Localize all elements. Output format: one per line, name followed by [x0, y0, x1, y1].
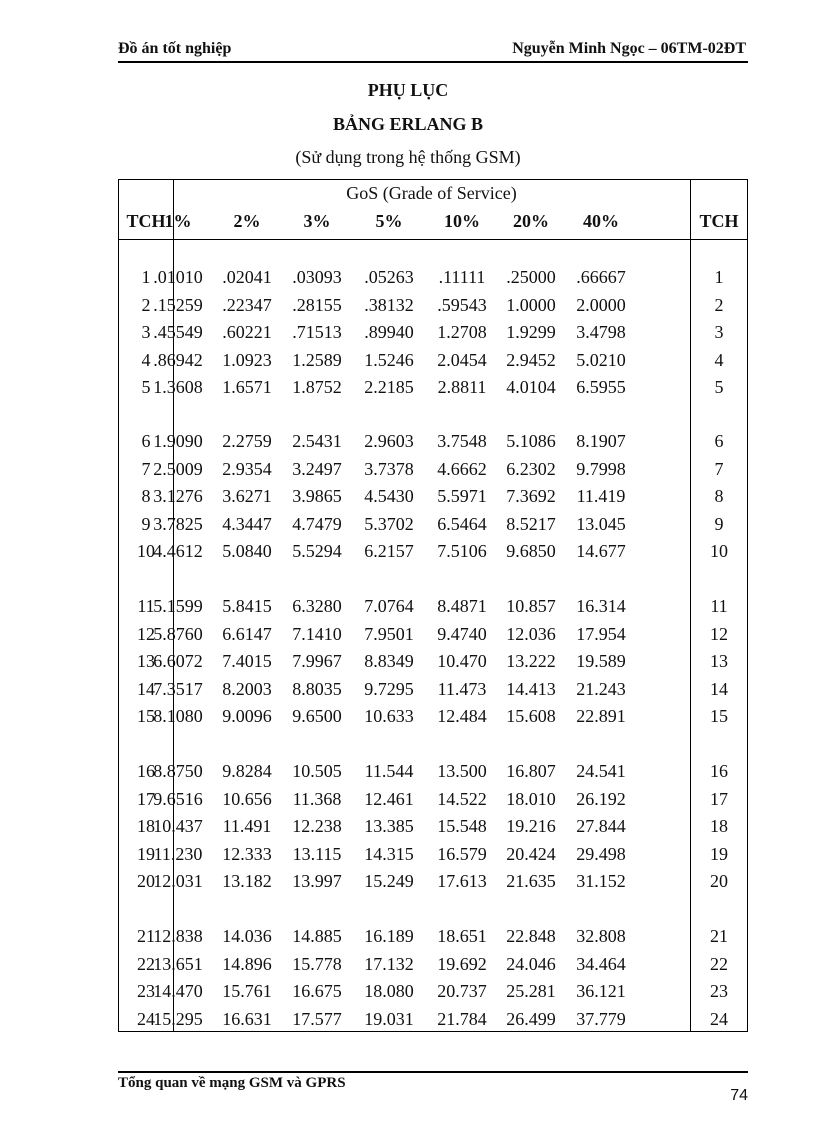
erlang-value: 26.192 — [576, 788, 626, 809]
erlang-value: 6.5955 — [576, 377, 626, 397]
erlang-value: 18.080 — [364, 981, 414, 1001]
erlang-value: 4.6662 — [437, 458, 487, 479]
erlang-value: 1.9299 — [506, 322, 556, 342]
erlang-value: 9.7295 — [364, 678, 414, 699]
tch-value-left: 6 — [141, 431, 151, 451]
tch-value-left: 3 — [141, 322, 151, 342]
erlang-value: 2.0454 — [437, 349, 487, 370]
tch-value-right: 2 — [714, 294, 724, 315]
erlang-value: 25.281 — [506, 981, 556, 1001]
tch-value-left: 21 — [137, 926, 155, 946]
erlang-value: 18.010 — [506, 788, 556, 809]
erlang-value: .60221 — [222, 322, 272, 342]
header-right: Nguyễn Minh Ngọc – 06TM-02ĐT — [512, 40, 746, 57]
tch-value-right: 19 — [710, 843, 728, 864]
erlang-value: 37.779 — [576, 1008, 626, 1029]
erlang-value: 27.844 — [576, 816, 626, 836]
erlang-value: 4.5430 — [364, 486, 414, 506]
gos-column-header: 20% — [513, 211, 549, 231]
erlang-value: 5.0210 — [576, 349, 626, 370]
erlang-value: 7.5106 — [437, 541, 487, 561]
tch-value-right: 3 — [714, 322, 724, 342]
erlang-value: 2.2759 — [222, 431, 272, 451]
erlang-value: 12.036 — [506, 623, 556, 644]
table-subtitle: (Sử dụng trong hệ thống GSM) — [295, 147, 521, 167]
tch-value-right: 10 — [710, 541, 728, 561]
header-divider — [119, 239, 747, 240]
erlang-value: 11.230 — [153, 843, 203, 864]
erlang-value: 5.3702 — [364, 513, 414, 534]
erlang-value: 5.1599 — [153, 596, 203, 616]
erlang-value: 1.9090 — [153, 431, 203, 451]
erlang-value: .22347 — [222, 294, 272, 315]
erlang-value: 2.5009 — [153, 458, 203, 479]
erlang-value: 7.9967 — [292, 651, 342, 671]
tch-value-right: 9 — [714, 513, 724, 534]
tch-value-right: 17 — [710, 788, 728, 809]
erlang-value: 13.997 — [292, 871, 342, 891]
erlang-value: 19.589 — [576, 651, 626, 671]
erlang-value: 16.189 — [364, 926, 414, 946]
erlang-value: 14.470 — [153, 981, 203, 1001]
erlang-value: 19.031 — [364, 1008, 414, 1029]
erlang-value: 3.1276 — [153, 486, 203, 506]
erlang-value: 2.5431 — [292, 431, 342, 451]
tch-value-left: 13 — [137, 651, 155, 671]
erlang-value: 6.2157 — [364, 541, 414, 561]
gos-column-header: 40% — [583, 211, 619, 231]
erlang-value: 17.132 — [364, 953, 414, 974]
tch-value-left: 7 — [141, 458, 151, 479]
erlang-value: 15.608 — [506, 706, 556, 726]
erlang-value: 13.182 — [222, 871, 272, 891]
erlang-value: 34.464 — [576, 953, 626, 974]
footer-text: Tổng quan về mạng GSM và GPRS — [118, 1075, 346, 1091]
gos-column-header: 5% — [375, 211, 403, 231]
erlang-value: 1.8752 — [292, 377, 342, 397]
erlang-value: 4.4612 — [153, 541, 203, 561]
tch-value-left: 22 — [137, 953, 155, 974]
erlang-value: 9.4740 — [437, 623, 487, 644]
erlang-value: 1.2589 — [292, 349, 342, 370]
gos-column-header: 2% — [233, 211, 261, 231]
erlang-value: 3.4798 — [576, 322, 626, 342]
tch-header-left: TCH — [126, 211, 166, 231]
page-title: PHỤ LỤC — [367, 80, 449, 100]
erlang-value: .01010 — [153, 267, 203, 287]
erlang-value: 13.385 — [364, 816, 414, 836]
tch-value-left: 9 — [141, 513, 151, 534]
erlang-value: 13.651 — [153, 953, 203, 974]
erlang-value: 10.633 — [364, 706, 414, 726]
erlang-value: 7.3692 — [506, 486, 556, 506]
erlang-value: 16.631 — [222, 1008, 272, 1029]
erlang-value: 12.461 — [364, 788, 414, 809]
erlang-value: .71513 — [292, 322, 342, 342]
erlang-value: 9.7998 — [576, 458, 626, 479]
erlang-value: 4.0104 — [506, 377, 556, 397]
erlang-value: 7.4015 — [222, 651, 272, 671]
tch-value-left: 2 — [141, 294, 151, 315]
erlang-value: 4.7479 — [292, 513, 342, 534]
erlang-value: 1.6571 — [222, 377, 272, 397]
erlang-value: .05263 — [364, 267, 414, 287]
erlang-value: 19.216 — [506, 816, 556, 836]
erlang-value: 3.6271 — [222, 486, 272, 506]
erlang-value: 22.891 — [576, 706, 626, 726]
tch-value-left: 15 — [137, 706, 155, 726]
erlang-value: 14.522 — [437, 788, 487, 809]
erlang-value: 11.473 — [437, 678, 487, 699]
erlang-value: 19.692 — [437, 953, 487, 974]
erlang-value: 6.5464 — [437, 513, 487, 534]
tch-value-left: 11 — [137, 596, 155, 616]
erlang-value: .45549 — [153, 322, 203, 342]
erlang-value: 15.295 — [153, 1008, 203, 1029]
erlang-value: 5.8415 — [222, 596, 272, 616]
erlang-value: 9.6850 — [506, 541, 556, 561]
erlang-value: 12.333 — [222, 843, 272, 864]
erlang-value: 13.115 — [292, 843, 342, 864]
erlang-value: 7.1410 — [292, 623, 342, 644]
erlang-value: .86942 — [153, 349, 203, 370]
gos-column-header: 10% — [444, 211, 480, 231]
erlang-value: 12.031 — [153, 871, 203, 891]
erlang-value: 11.368 — [292, 788, 342, 809]
erlang-value: 24.046 — [506, 953, 556, 974]
erlang-value: 17.577 — [292, 1008, 342, 1029]
erlang-value: 2.0000 — [576, 294, 626, 315]
tch-value-right: 23 — [710, 981, 728, 1001]
erlang-value: 8.1907 — [576, 431, 626, 451]
erlang-value: 5.1086 — [506, 431, 556, 451]
tch-value-right: 12 — [710, 623, 728, 644]
tch-value-left: 24 — [137, 1008, 155, 1029]
tch-value-left: 4 — [141, 349, 151, 370]
tch-value-left: 12 — [137, 623, 155, 644]
tch-header-right: TCH — [699, 211, 739, 231]
erlang-value: 1.0923 — [222, 349, 272, 370]
erlang-value: 14.036 — [222, 926, 272, 946]
erlang-value: .02041 — [222, 267, 272, 287]
erlang-value: 5.8760 — [153, 623, 203, 644]
page-header — [118, 40, 746, 62]
erlang-value: 4.3447 — [222, 513, 272, 534]
erlang-value: 16.314 — [576, 596, 626, 616]
tch-value-right: 24 — [710, 1008, 728, 1029]
erlang-b-table — [118, 179, 748, 1032]
erlang-value: 3.7825 — [153, 513, 203, 534]
erlang-value: .15259 — [153, 294, 203, 315]
tch-value-right: 18 — [710, 816, 728, 836]
erlang-value: 6.6147 — [222, 623, 272, 644]
tch-value-right: 4 — [714, 349, 724, 370]
erlang-value: 8.2003 — [222, 678, 272, 699]
tch-value-left: 14 — [137, 678, 155, 699]
tch-value-left: 5 — [141, 377, 151, 397]
tch-value-left: 23 — [137, 981, 155, 1001]
erlang-value: 1.5246 — [364, 349, 414, 370]
tch-value-right: 14 — [710, 678, 728, 699]
tch-value-right: 15 — [710, 706, 728, 726]
tch-value-right: 13 — [710, 651, 728, 671]
erlang-value: 5.0840 — [222, 541, 272, 561]
tch-value-right: 7 — [714, 458, 724, 479]
erlang-value: 7.3517 — [153, 678, 203, 699]
erlang-value: 20.737 — [437, 981, 487, 1001]
erlang-value: 13.222 — [506, 651, 556, 671]
erlang-value: 8.8035 — [292, 678, 342, 699]
erlang-value: 8.8750 — [153, 761, 203, 781]
erlang-value: 14.885 — [292, 926, 342, 946]
erlang-value: 7.9501 — [364, 623, 414, 644]
erlang-value: 11.491 — [222, 816, 272, 836]
erlang-value: .25000 — [506, 267, 556, 287]
erlang-value: 2.9603 — [364, 431, 414, 451]
erlang-value: 21.635 — [506, 871, 556, 891]
erlang-value: 29.498 — [576, 843, 626, 864]
erlang-value: 17.613 — [437, 871, 487, 891]
erlang-value: 10.505 — [292, 761, 342, 781]
erlang-value: 9.6516 — [153, 788, 203, 809]
erlang-value: 12.238 — [292, 816, 342, 836]
tch-value-left: 17 — [137, 788, 155, 809]
erlang-value: 11.419 — [576, 486, 626, 506]
gos-column-header: 1% — [164, 211, 192, 231]
erlang-value: 6.3280 — [292, 596, 342, 616]
erlang-value: 3.7548 — [437, 431, 487, 451]
tch-value-left: 10 — [137, 541, 155, 561]
erlang-value: 8.5217 — [506, 513, 556, 534]
erlang-value: 10.857 — [506, 596, 556, 616]
erlang-value: .03093 — [292, 267, 342, 287]
erlang-value: 17.954 — [576, 623, 626, 644]
tch-value-right: 21 — [710, 926, 728, 946]
gos-column-header: 3% — [303, 211, 331, 231]
erlang-value: 8.1080 — [153, 706, 203, 726]
erlang-value: 3.2497 — [292, 458, 342, 479]
erlang-value: 21.784 — [437, 1008, 487, 1029]
erlang-value: 10.437 — [153, 816, 203, 836]
footer-rule — [118, 1071, 748, 1073]
erlang-value: 20.424 — [506, 843, 556, 864]
erlang-value: 21.243 — [576, 678, 626, 699]
erlang-value: 13.500 — [437, 761, 487, 781]
erlang-value: 9.6500 — [292, 706, 342, 726]
erlang-value: 1.3608 — [153, 377, 203, 397]
tch-value-right: 11 — [710, 596, 728, 616]
erlang-value: 2.2185 — [364, 377, 414, 397]
erlang-value: 1.0000 — [506, 294, 556, 315]
erlang-value: 26.499 — [506, 1008, 556, 1029]
erlang-value: 11.544 — [364, 761, 414, 781]
tch-value-right: 22 — [710, 953, 728, 974]
tch-value-left: 20 — [137, 871, 155, 891]
tch-value-right: 1 — [714, 267, 724, 287]
tch-value-right: 8 — [714, 486, 724, 506]
tch-value-right: 16 — [710, 761, 728, 781]
erlang-value: 2.9452 — [506, 349, 556, 370]
erlang-value: .59543 — [437, 294, 487, 315]
erlang-value: 15.761 — [222, 981, 272, 1001]
erlang-value: 6.6072 — [153, 651, 203, 671]
tch-value-right: 5 — [714, 377, 724, 397]
erlang-value: 16.579 — [437, 843, 487, 864]
erlang-value: .28155 — [292, 294, 342, 315]
erlang-value: 36.121 — [576, 981, 626, 1001]
erlang-value: 15.548 — [437, 816, 487, 836]
erlang-value: 3.7378 — [364, 458, 414, 479]
erlang-value: 14.896 — [222, 953, 272, 974]
erlang-value: 16.807 — [506, 761, 556, 781]
page-number: 74 — [730, 1087, 748, 1104]
tch-value-left: 18 — [137, 816, 155, 836]
erlang-value: 6.2302 — [506, 458, 556, 479]
tch-value-right: 6 — [714, 431, 724, 451]
erlang-value: 8.8349 — [364, 651, 414, 671]
erlang-value: 7.0764 — [364, 596, 414, 616]
erlang-value: 14.413 — [506, 678, 556, 699]
erlang-value: 18.651 — [437, 926, 487, 946]
header-rule — [118, 61, 748, 63]
tch-value-left: 1 — [141, 267, 151, 287]
erlang-value: 32.808 — [576, 926, 626, 946]
erlang-value: 2.8811 — [437, 377, 487, 397]
erlang-value: .11111 — [438, 267, 486, 287]
erlang-value: 31.152 — [576, 871, 626, 891]
erlang-value: .66667 — [576, 267, 626, 287]
erlang-value: 9.8284 — [222, 761, 272, 781]
erlang-value: .38132 — [364, 294, 414, 315]
erlang-value: 15.249 — [364, 871, 414, 891]
tch-value-left: 16 — [137, 761, 155, 781]
erlang-value: 13.045 — [576, 513, 626, 534]
erlang-value: 12.484 — [437, 706, 487, 726]
erlang-value: 24.541 — [576, 761, 626, 781]
erlang-value: 14.315 — [364, 843, 414, 864]
erlang-value: .89940 — [364, 322, 414, 342]
gos-header: GoS (Grade of Service) — [346, 183, 517, 203]
erlang-value: 22.848 — [506, 926, 556, 946]
erlang-value: 9.0096 — [222, 706, 272, 726]
tch-value-left: 8 — [141, 486, 151, 506]
header-left: Đồ án tốt nghiệp — [118, 40, 232, 57]
erlang-value: 10.656 — [222, 788, 272, 809]
tch-value-right: 20 — [710, 871, 728, 891]
erlang-value: 8.4871 — [437, 596, 487, 616]
erlang-value: 5.5294 — [292, 541, 342, 561]
table-title: BẢNG ERLANG B — [332, 114, 484, 134]
erlang-value: 3.9865 — [292, 486, 342, 506]
erlang-value: 16.675 — [292, 981, 342, 1001]
erlang-value: 14.677 — [576, 541, 626, 561]
erlang-value: 2.9354 — [222, 458, 272, 479]
erlang-value: 1.2708 — [437, 322, 487, 342]
erlang-value: 5.5971 — [437, 486, 487, 506]
erlang-value: 12.838 — [153, 926, 203, 946]
erlang-value: 15.778 — [292, 953, 342, 974]
erlang-value: 10.470 — [437, 651, 487, 671]
tch-value-left: 19 — [137, 843, 155, 864]
